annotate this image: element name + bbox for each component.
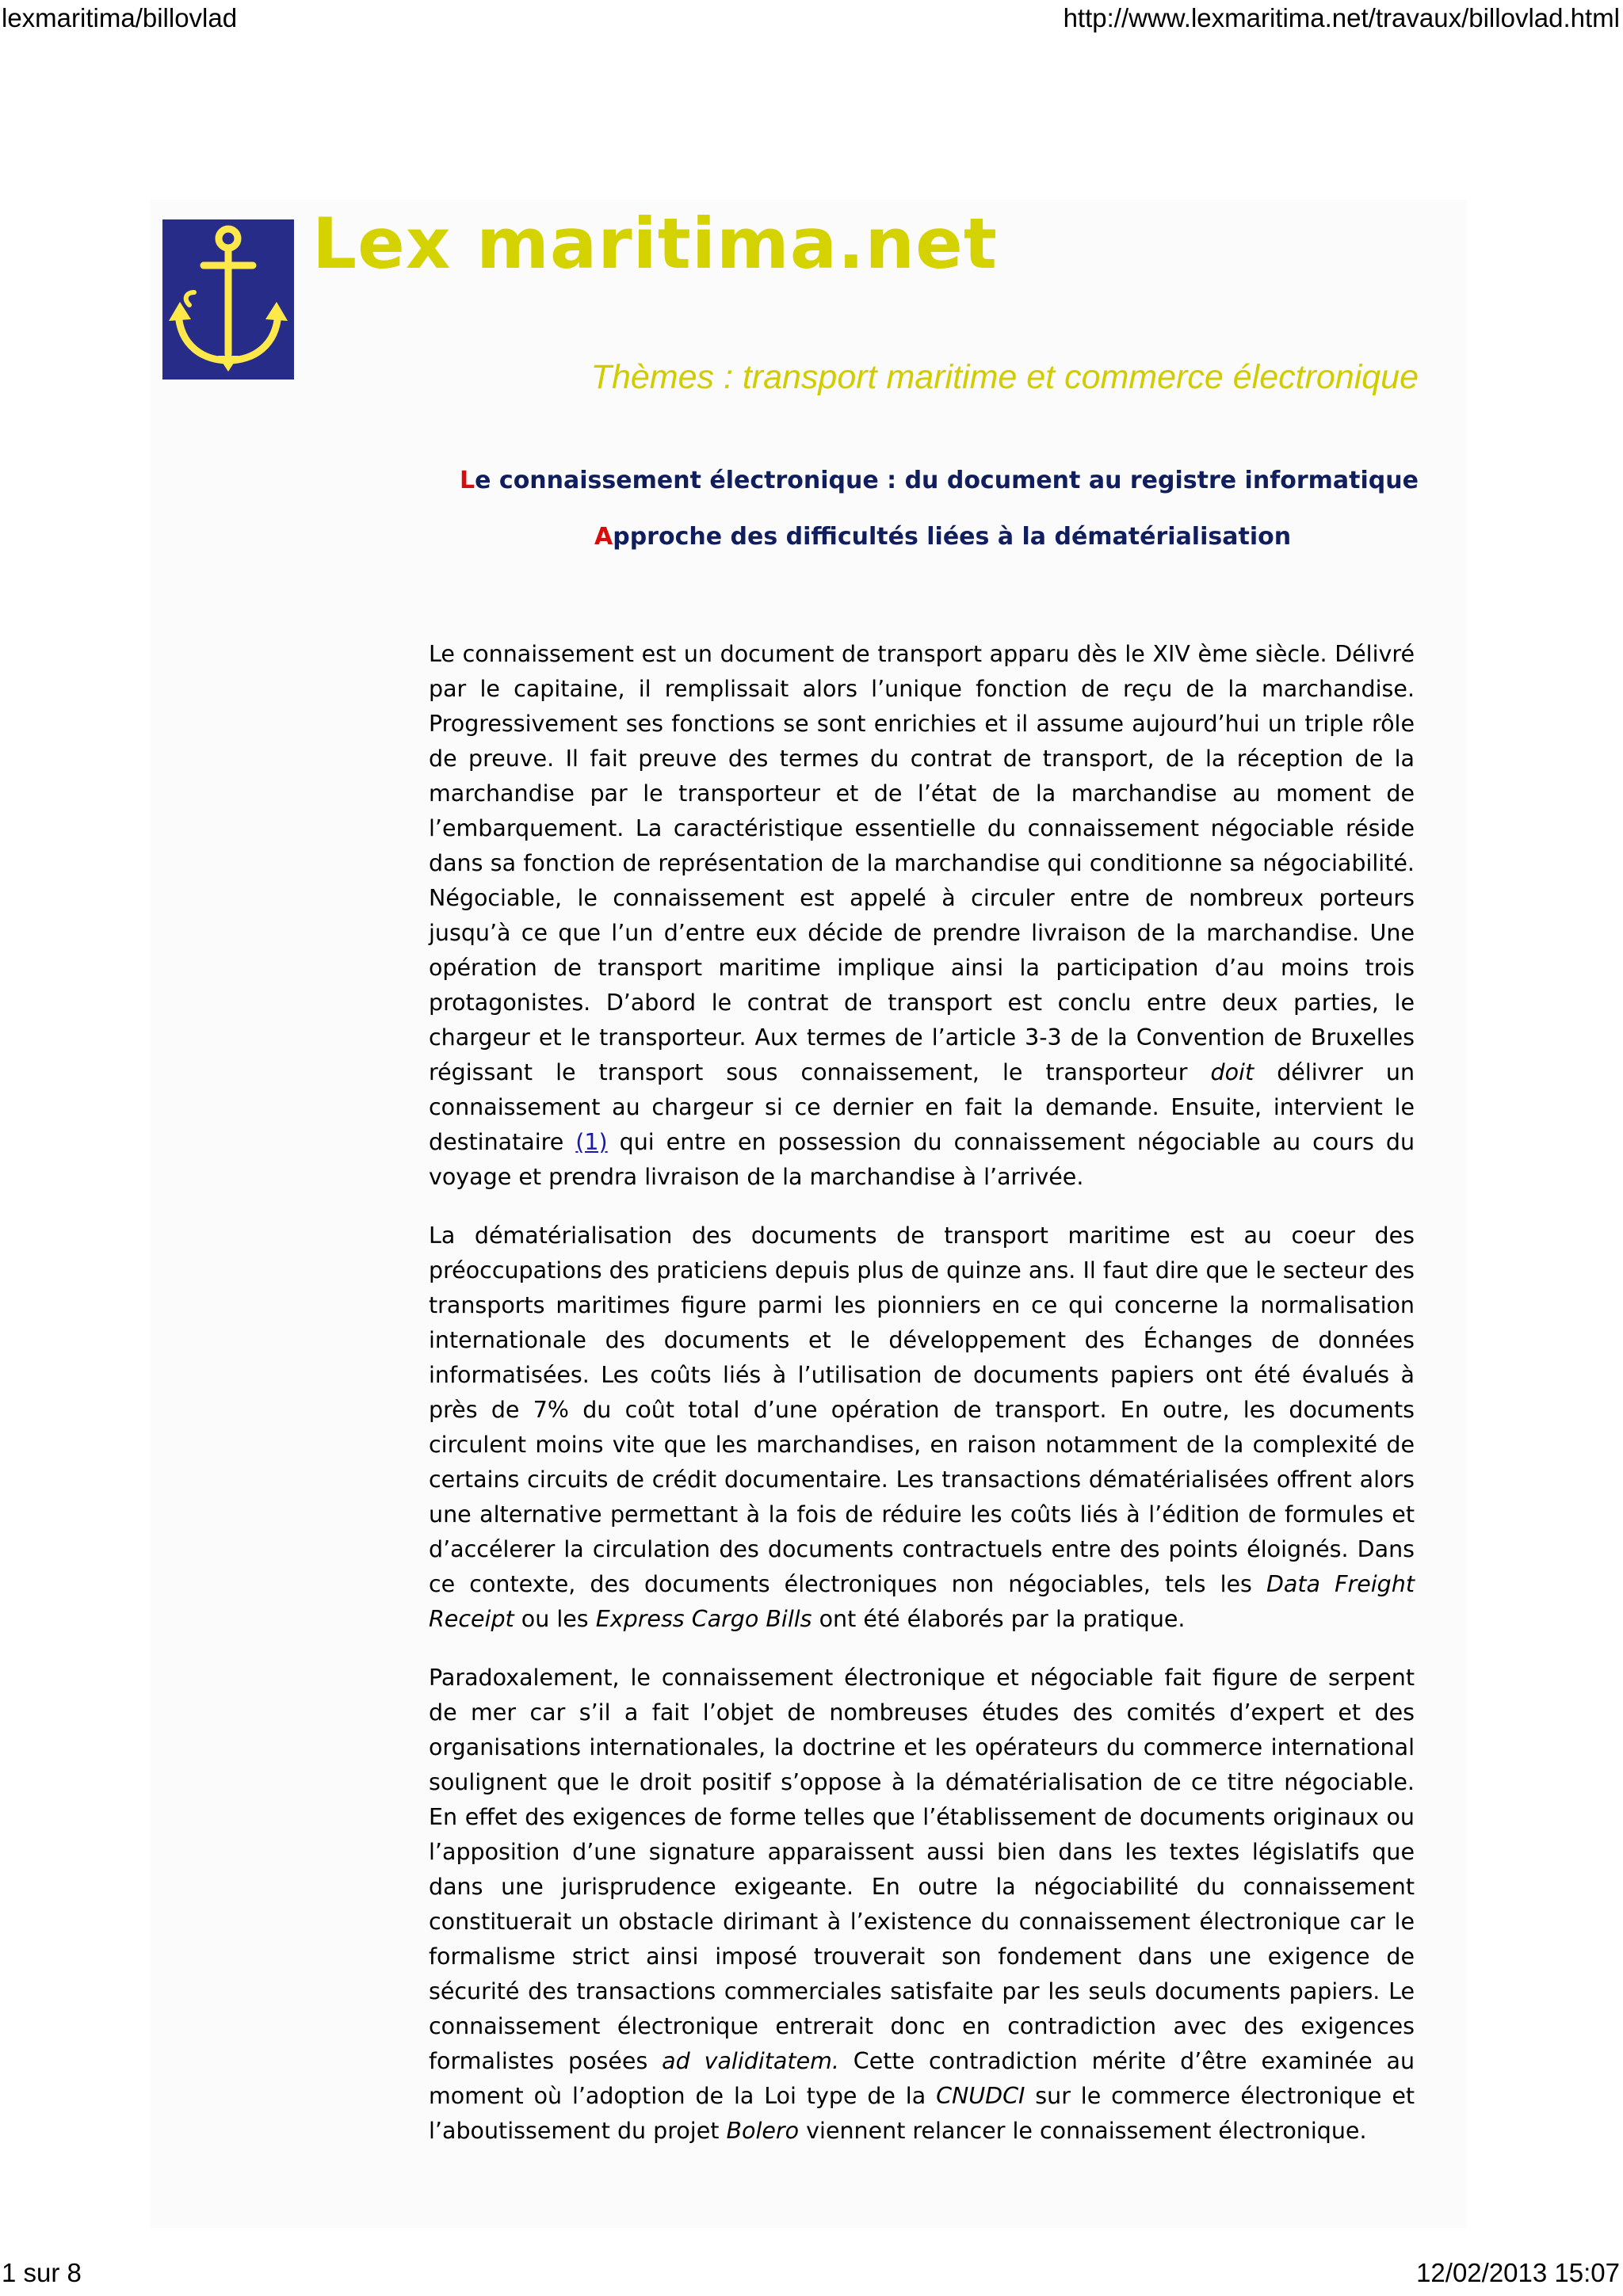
paragraph-2 <box>429 1219 1415 1637</box>
paragraph-3-text-b: Cette contradiction mérite d’être examinée au moment où l’adoption de la Loi type de la <box>429 2048 1415 2109</box>
print-footer <box>0 2258 1623 2293</box>
paragraph-3 <box>429 1661 1415 2149</box>
paragraph-3-emphasis-1: ad validitatem. <box>662 2048 839 2074</box>
paragraph-1-text-c: qui entre en possession du connaissement négociable au cours du voyage et prendra livraison de la marchandise à l’arrivée. <box>429 1129 1415 1190</box>
subtitle-text: pproche des difficultés liées à la dématérialisation <box>613 523 1292 551</box>
article-body <box>429 637 1415 2172</box>
themes-line: Thèmes : transport maritime et commerce électronique <box>590 358 1419 396</box>
paragraph-1-text-b: délivrer un connaissement au chargeur si ce dernier en fait la demande. Ensuite, intervient le destinataire <box>429 1059 1415 1155</box>
print-header-url: http://www.lexmaritima.net/travaux/billovlad.html <box>1063 3 1620 32</box>
site-title: Lex maritima.net <box>312 203 998 284</box>
paragraph-3-text-c: sur le commerce électronique et l’aboutissement du projet <box>429 2083 1415 2144</box>
paragraph-1 <box>429 637 1415 1195</box>
paragraph-3-text-a: Paradoxalement, le connaissement électronique et négociable fait figure de serpent de mer car s’il a fait l’objet de nombreuses études des comités d’expert et des organisations internationales, la doctrine et les opérateurs du commerce international soulignent que le droit positif s’oppose à la dématérialisation de ce titre négociable. En effet des exigences de forme telles que l’établissement de documents originaux ou l’apposition d’une signature apparaissent aussi bien dans les textes législatifs que dans une jurisprudence exigeante. En outre la négociabilité du connaissement constituerait un obstacle dirimant à l’existence du connaissement électronique car le formalisme strict ainsi imposé trouverait son fondement dans une exigence de sécurité des transactions commerciales satisfaite par les seuls documents papiers. Le connaissement électronique entrerait donc en contradiction avec des exigences formalistes posées <box>429 1665 1415 2074</box>
print-footer-timestamp: 12/02/2013 15:07 <box>1416 2258 1620 2287</box>
title-text: e connaissement électronique : du document au registre informatique <box>475 467 1419 494</box>
paragraph-2-text-c: ont été élaborés par la pratique. <box>819 1606 1186 1632</box>
paragraph-2-text-a: La dématérialisation des documents de transport maritime est au coeur des préoccupations des praticiens depuis plus de quinze ans. Il faut dire que le secteur des transports maritimes figure parmi les pionniers en ce qui concerne la normalisation internationale des documents et le développement des Échanges de données informatisées. Les coûts liés à l’utilisation de documents papiers ont été évalués à près de 7% du coût total d’une opération de transport. En outre, les documents circulent moins vite que les marchandises, en raison notamment de la complexité de certains circuits de crédit documentaire. Les transactions dématérialisées offrent alors une alternative permettant à la fois de réduire les coûts liés à l’édition de formules et d’accélerer la circulation des documents contractuels entre des points éloignés. Dans ce contexte, des documents électroniques non négociables, tels les <box>429 1222 1415 1597</box>
title-initial: L <box>460 467 475 494</box>
paragraph-1-text-a: Le connaissement est un document de transport apparu dès le XIV ème siècle. Délivré par le capitaine, il remplissait alors l’unique fonction de reçu de la marchandise. Progressivement ses fonctions se sont enrichies et il assume aujourd’hui un triple rôle de preuve. Il fait preuve des termes du contrat de transport, de la réception de la marchandise par le transporteur et de l’état de la marchandise au moment de l’embarquement. La caractéristique essentielle du connaissement négociable réside dans sa fonction de représentation de la marchandise qui conditionne sa négociabilité. Négociable, le connaissement est appelé à circuler entre de nombreux porteurs jusqu’à ce que l’un d’entre eux décide de prendre livraison de la marchandise. Une opération de transport maritime implique ainsi la participation d’au moins trois protagonistes. D’abord le contrat de transport est conclu entre deux parties, le chargeur et le transporteur. Aux termes de l’article 3-3 de la Convention de Bruxelles régissant le transport sous connaissement, le transporteur <box>429 641 1415 1085</box>
paragraph-1-emphasis: doit <box>1210 1059 1254 1085</box>
anchor-logo <box>162 219 294 379</box>
print-header <box>0 3 1623 38</box>
print-header-page-name: lexmaritima/billovlad <box>2 3 238 32</box>
print-footer-page-count: 1 sur 8 <box>2 2258 82 2287</box>
document-title <box>460 467 1419 494</box>
paragraph-3-text-d: viennent relancer le connaissement électronique. <box>806 2118 1367 2144</box>
anchor-icon <box>162 219 294 379</box>
subtitle-initial: A <box>594 523 613 551</box>
paragraph-3-emphasis-3: Bolero <box>726 2118 800 2144</box>
footnote-link-1[interactable]: (1) <box>575 1129 608 1155</box>
paragraph-2-emphasis-1: Data Freight Receipt <box>429 1571 1415 1632</box>
document-subtitle <box>594 523 1291 551</box>
paragraph-2-text-b: ou les <box>521 1606 589 1632</box>
paragraph-2-emphasis-2: Express Cargo Bills <box>595 1606 812 1632</box>
paragraph-3-emphasis-2: CNUDCI <box>936 2083 1025 2109</box>
